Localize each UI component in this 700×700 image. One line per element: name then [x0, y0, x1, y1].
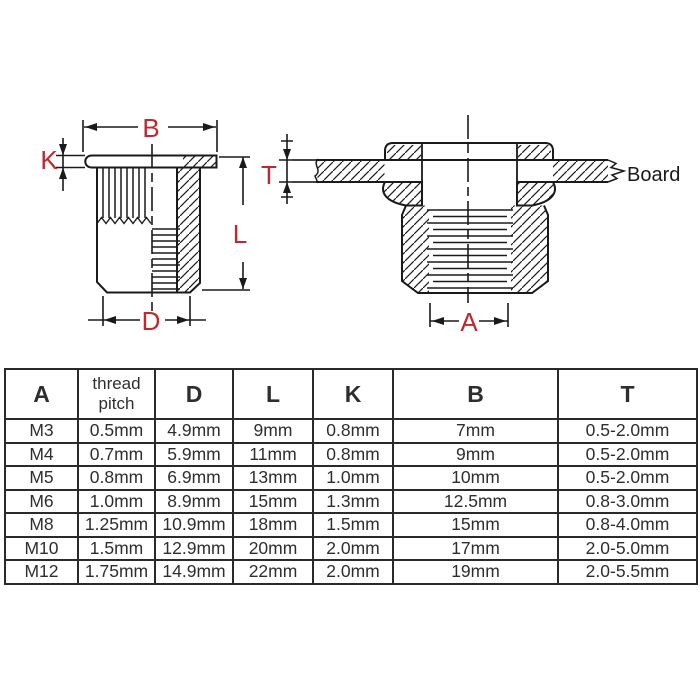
table-cell: M6: [5, 490, 78, 514]
flange: [85, 156, 216, 168]
dimension-label-t: T: [261, 160, 277, 190]
dimension-t: [261, 134, 316, 204]
table-cell: 0.8mm: [313, 443, 393, 467]
table-cell: 12.5mm: [393, 490, 558, 514]
table-cell: M4: [5, 443, 78, 467]
table-cell: 10mm: [393, 466, 558, 490]
table-cell: 15mm: [233, 490, 313, 514]
table-cell: 15mm: [393, 513, 558, 537]
table-row-m12: [5, 560, 697, 584]
table-cell: 20mm: [233, 537, 313, 561]
table-cell: 1.0mm: [78, 490, 155, 514]
table-cell: 2.0mm: [313, 537, 393, 561]
table-cell: 5.9mm: [155, 443, 233, 467]
column-header-d: D: [155, 369, 233, 419]
dimension-label-b: B: [142, 113, 160, 143]
dimension-a: [430, 303, 508, 337]
table-row-m5: [5, 466, 697, 490]
table-row-m10: [5, 537, 697, 561]
column-header-k: K: [313, 369, 393, 419]
dimension-k: [40, 138, 85, 191]
column-header-a: A: [5, 369, 78, 419]
table-cell: 0.7mm: [78, 443, 155, 467]
table-cell: 0.5-2.0mm: [558, 419, 697, 443]
table-cell: 2.0mm: [313, 560, 393, 584]
rivet-nut-section-view: [40, 113, 250, 336]
table-cell: 9mm: [233, 419, 313, 443]
table-cell: 0.5-2.0mm: [558, 466, 697, 490]
installed-internal-threads: [427, 210, 513, 288]
dimension-l: [202, 157, 250, 290]
rivet-nut-installed-view: [261, 115, 680, 337]
table-cell: 1.75mm: [78, 560, 155, 584]
table-cell: 0.8mm: [78, 466, 155, 490]
table-header-row: [5, 369, 697, 419]
board-label: Board: [627, 164, 681, 186]
table-cell: 1.5mm: [78, 537, 155, 561]
dimensions-table-wrap: [4, 368, 696, 585]
table-cell: 9mm: [393, 443, 558, 467]
dimension-label-d: D: [141, 306, 161, 336]
column-header-b: B: [393, 369, 558, 419]
table-cell: 22mm: [233, 560, 313, 584]
table-cell: 0.8-3.0mm: [558, 490, 697, 514]
knurl-lines: [103, 168, 145, 218]
bulge: [383, 182, 555, 206]
table-row-m6: [5, 490, 697, 514]
table-cell: 1.0mm: [313, 466, 393, 490]
table-cell: 10.9mm: [155, 513, 233, 537]
table-cell: M3: [5, 419, 78, 443]
serration-line: [97, 218, 151, 224]
dimension-label-k: K: [40, 145, 58, 175]
table-cell: 12.9mm: [155, 537, 233, 561]
table-cell: M5: [5, 466, 78, 490]
table-cell: 4.9mm: [155, 419, 233, 443]
table-cell: M10: [5, 537, 78, 561]
table-cell: 6.9mm: [155, 466, 233, 490]
table-cell: 0.5-2.0mm: [558, 443, 697, 467]
table-cell: 13mm: [233, 466, 313, 490]
table-cell: 2.0-5.5mm: [558, 560, 697, 584]
table-cell: 1.25mm: [78, 513, 155, 537]
column-header-thread-pitch: thread pitch: [78, 369, 155, 419]
table-cell: 11mm: [233, 443, 313, 467]
board-left: [292, 159, 385, 183]
dimension-d: [88, 296, 206, 336]
table-cell: 17mm: [393, 537, 558, 561]
table-cell: 0.8mm: [313, 419, 393, 443]
table-cell: 1.5mm: [313, 513, 393, 537]
table-cell: 2.0-5.0mm: [558, 537, 697, 561]
section-wall: [177, 168, 200, 293]
table-cell: 8.9mm: [155, 490, 233, 514]
table-cell: M8: [5, 513, 78, 537]
table-row-m8: [5, 513, 697, 537]
table-cell: M12: [5, 560, 78, 584]
dimension-label-l: L: [232, 219, 248, 249]
table-row-m4: [5, 443, 697, 467]
table-cell: 14.9mm: [155, 560, 233, 584]
column-header-l: L: [233, 369, 313, 419]
table-row-m3: [5, 419, 697, 443]
dimension-label-a: A: [460, 307, 478, 337]
table-cell: 7mm: [393, 419, 558, 443]
table-cell: 18mm: [233, 513, 313, 537]
dimension-b: [83, 113, 217, 152]
table-cell: 0.5mm: [78, 419, 155, 443]
board-right: [553, 160, 624, 182]
internal-threads: [152, 229, 180, 289]
table-cell: 19mm: [393, 560, 558, 584]
table-cell: 1.3mm: [313, 490, 393, 514]
table-cell: 0.8-4.0mm: [558, 513, 697, 537]
dimensions-table: [4, 368, 698, 585]
column-header-t: T: [558, 369, 697, 419]
